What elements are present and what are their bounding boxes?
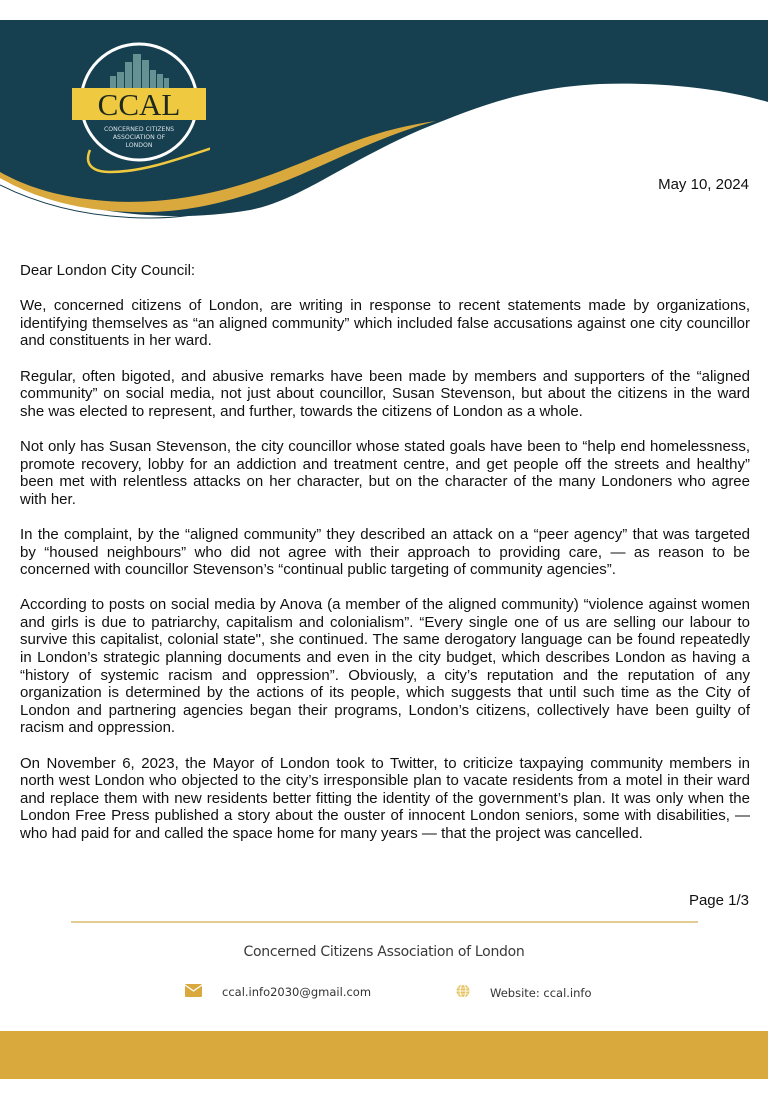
page-number: Page 1/3: [688, 892, 749, 909]
paragraph: On November 6, 2023, the Mayor of London took to Twitter, to criticize taxpaying community members in north west London who objected to the city’s irresponsible plan to vacate residents from a motel in their ward and replace them with new residents better fitting the identity of the government’s plan. It was only when the London Free Press published a story about the ouster of innocent London seniors, some with disabilities, — who had paid for and called the space home for many years — that the project was cancelled.: [20, 754, 750, 842]
paragraph: Not only has Susan Stevenson, the city councillor whose stated goals have been to “help end homelessness, promote recovery, lobby for an addiction and treatment centre, and get people off the streets and healthy” been met with relentless attacks on her character, but on the character of the many Londoners who agree with her.: [20, 437, 750, 508]
website-link[interactable]: Website: ccal.info: [490, 985, 592, 1000]
letter-body: [20, 262, 750, 860]
paragraph: We, concerned citizens of London, are writing in response to recent statements made by organizations, identifying themselves as “an aligned community” which included false accusations against one city councillor and constituents in her ward.: [20, 297, 750, 350]
logo-abbr: CCAL: [97, 87, 181, 122]
globe-icon: [456, 984, 470, 1001]
footer-gold-bar: [0, 1031, 768, 1079]
email-address[interactable]: ccal.info2030@gmail.com: [222, 985, 372, 999]
footer-email[interactable]: [185, 984, 371, 1000]
paragraph: According to posts on social media by Anova (a member of the aligned community) “violence against women and girls is due to patriarchy, capitalism and colonialism”. “Every single one of us are selling our labour to survive this capitalist, colonial state", she continued. The same derogatory language can be found repeatedly in London’s strategic planning documents and even in the city budget, which describes London as having a “history of systemic racism and oppression”. Obviously, a city’s reputation and the reputation of any organization is determined by the actions of its people, which suggests that until such time as the City of London and partnering agencies began their programs, London’s citizens, collectively have been guilty of racism and oppression.: [20, 596, 750, 737]
svg-text:CONCERNED CITIZENS: CONCERNED CITIZENS: [103, 126, 175, 133]
footer-website[interactable]: [456, 984, 591, 1001]
ccal-logo: [70, 40, 210, 175]
paragraph: Regular, often bigoted, and abusive remarks have been made by members and supporters of the “aligned community” on social media, not just about councillor, Susan Stevenson, but about the citizens in the ward she was elected to represent, and further, towards the citizens of London as a whole.: [20, 367, 750, 420]
letter-date: May 10, 2024: [658, 176, 749, 193]
paragraph: In the complaint, by the “aligned community” they described an attack on a “peer agency” that was targeted by “housed neighbours” who did not agree with their approach to providing care, — as reason to be concerned with councillor Stevenson’s “continual public targeting of community agencies”.: [20, 525, 750, 579]
envelope-icon: [185, 984, 202, 1000]
footer-divider: [71, 921, 698, 923]
salutation: Dear London City Council:: [20, 262, 196, 279]
letterhead-banner: [0, 0, 768, 250]
svg-text:LONDON: LONDON: [125, 142, 153, 149]
footer-org-name: Concerned Citizens Association of London: [243, 944, 525, 960]
svg-text:ASSOCIATION OF: ASSOCIATION OF: [112, 134, 166, 141]
